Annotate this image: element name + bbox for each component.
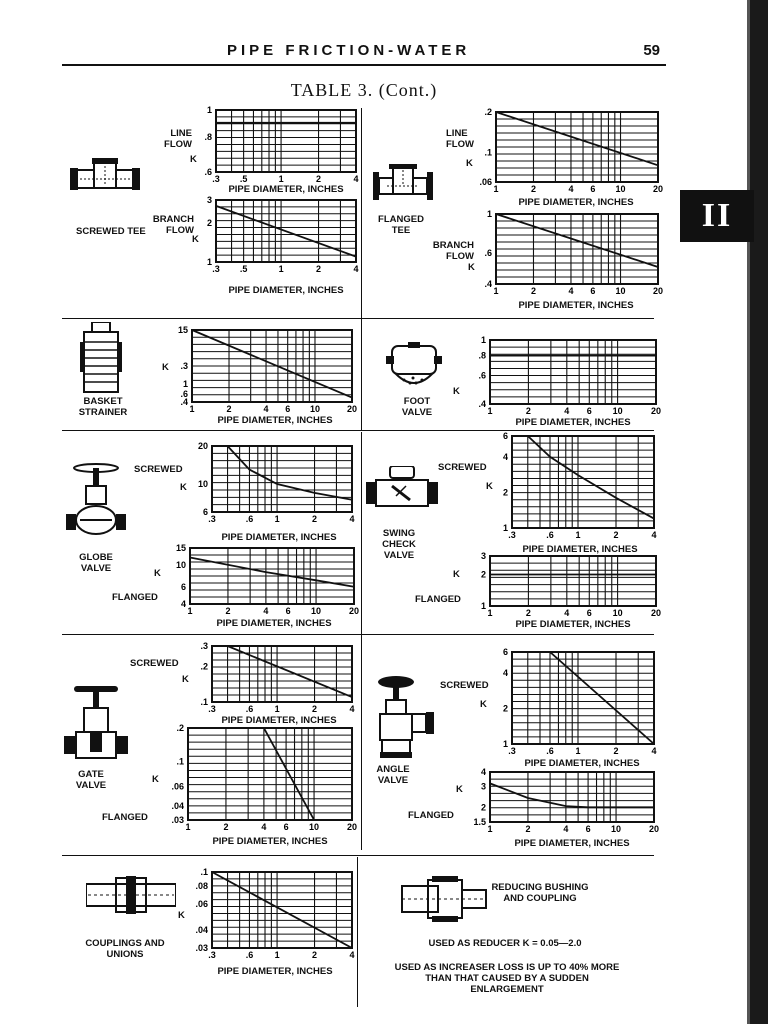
basket-strainer-icon xyxy=(80,322,122,394)
gate-valve-screwed-chart xyxy=(200,641,355,714)
table-title: TABLE 3. (Cont.) xyxy=(290,80,438,100)
x-tick-label: 2 xyxy=(530,184,536,194)
x-tick-label: .3 xyxy=(208,514,216,524)
y-tick-label: 1 xyxy=(486,209,492,219)
x-tick-label: 1 xyxy=(493,184,499,194)
reducing-bushing-icon xyxy=(398,876,490,922)
y-tick-label: .6 xyxy=(484,248,492,259)
x-tick-label: 10 xyxy=(615,286,626,296)
x-tick-label: 10 xyxy=(309,822,320,832)
x-tick-label: 1 xyxy=(575,530,581,540)
y-tick-label: .3 xyxy=(180,361,188,371)
screwed-tee-branch-flow-label: BRANCH FLOW xyxy=(152,214,194,236)
y-tick-label: .06 xyxy=(479,177,492,187)
x-tick-label: 1 xyxy=(274,704,280,714)
x-tick-label: .6 xyxy=(245,704,254,714)
chart-grid xyxy=(490,340,656,404)
x-axis-label: PIPE DIAMETER, INCHES xyxy=(221,532,337,543)
x-axis-label: PIPE DIAMETER, INCHES xyxy=(518,300,634,311)
y-tick-label: .03 xyxy=(195,943,208,953)
chart-grid xyxy=(212,446,352,512)
y-tick-label: .4 xyxy=(478,399,486,409)
k-label: K xyxy=(453,386,460,397)
swing-flanged-label: FLANGED xyxy=(415,594,461,605)
flanged-tee-branch-flow-label: BRANCH FLOW xyxy=(432,240,474,262)
k-label: K xyxy=(152,774,159,785)
chart-grid xyxy=(512,652,654,744)
y-tick-label: 1 xyxy=(502,523,508,533)
y-tick-label: .04 xyxy=(171,801,184,812)
x-tick-label: 1 xyxy=(487,608,493,618)
y-tick-label: 10 xyxy=(175,560,186,571)
y-tick-label: 3 xyxy=(480,781,486,792)
x-tick-label: 10 xyxy=(311,606,322,616)
page-binding-shadow xyxy=(747,0,750,1024)
y-tick-label: 2 xyxy=(480,802,486,813)
x-tick-label: 4 xyxy=(564,608,570,618)
screwed-tee-line-flow-label: LINE FLOW xyxy=(164,128,192,150)
x-tick-label: .6 xyxy=(245,514,254,524)
y-tick-label: 1.5 xyxy=(473,817,486,827)
series-line xyxy=(528,436,654,519)
angle-valve-label: ANGLE VALVE xyxy=(376,764,410,786)
y-tick-label: .8 xyxy=(204,132,212,143)
y-tick-label: .6 xyxy=(180,388,188,399)
x-tick-label: 6 xyxy=(590,184,596,194)
section-divider xyxy=(62,430,654,431)
y-tick-label: 3 xyxy=(206,195,212,205)
increaser-note: USED AS INCREASER LOSS IS UP TO 40% MORE THAN THAT CAUSED BY A SUDDEN ENLARGEMENT xyxy=(394,962,620,995)
x-tick-label: 2 xyxy=(316,174,322,184)
basket-strainer-label: BASKET STRAINER xyxy=(78,396,128,418)
chart-grid xyxy=(190,548,354,604)
y-tick-label: 6 xyxy=(180,581,186,592)
chart-grid xyxy=(496,112,658,182)
x-tick-label: 4 xyxy=(349,950,355,960)
x-tick-label: .5 xyxy=(239,264,248,274)
angle-flanged-label: FLANGED xyxy=(408,810,454,821)
x-tick-label: 1 xyxy=(278,174,284,184)
x-tick-label: 1 xyxy=(487,824,493,834)
x-tick-label: .6 xyxy=(245,950,254,960)
gate-valve-label: GATE VALVE xyxy=(75,769,107,791)
angle-valve-screwed-chart xyxy=(502,647,657,756)
y-tick-label: .2 xyxy=(200,661,208,672)
x-tick-label: 4 xyxy=(263,606,269,616)
y-tick-label: 4 xyxy=(502,667,508,678)
section-divider xyxy=(62,318,654,319)
x-axis-label: PIPE DIAMETER, INCHES xyxy=(522,544,638,555)
series-line xyxy=(490,783,654,807)
x-axis-label: PIPE DIAMETER, INCHES xyxy=(217,415,333,426)
k-label: K xyxy=(178,910,185,921)
y-tick-label: 2 xyxy=(502,487,508,498)
k-label: K xyxy=(154,568,161,579)
swing-check-valve-icon xyxy=(366,466,442,514)
y-tick-label: .06 xyxy=(195,899,208,910)
y-tick-label: 1 xyxy=(480,601,486,611)
x-tick-label: 4 xyxy=(353,174,359,184)
column-divider xyxy=(361,108,362,430)
k-label: K xyxy=(182,674,189,685)
x-tick-label: 2 xyxy=(525,824,531,834)
k-label: K xyxy=(453,569,460,580)
x-tick-label: 2 xyxy=(525,406,531,416)
x-tick-label: 2 xyxy=(312,514,318,524)
chart-frame xyxy=(216,110,356,172)
chart-grid xyxy=(216,110,356,172)
swing-check-valve-label: SWING CHECK VALVE xyxy=(382,528,416,561)
y-tick-label: 1 xyxy=(502,739,508,749)
globe-valve-flanged-chart xyxy=(175,543,360,616)
x-tick-label: 6 xyxy=(590,286,596,296)
column-divider xyxy=(361,432,362,850)
k-label: K xyxy=(486,481,493,492)
section-divider xyxy=(62,634,654,635)
series-line xyxy=(228,446,353,500)
x-tick-label: .6 xyxy=(546,746,554,756)
x-tick-label: .3 xyxy=(508,530,516,540)
y-tick-label: .8 xyxy=(478,350,486,361)
y-tick-label: 2 xyxy=(206,217,212,228)
x-tick-label: 1 xyxy=(189,404,195,414)
foot-valve-icon xyxy=(384,342,444,392)
basket-strainer-chart xyxy=(177,325,358,414)
x-tick-label: 20 xyxy=(346,404,358,414)
gate-flanged-label: FLANGED xyxy=(102,812,148,823)
reducing-bushing-label: REDUCING BUSHING AND COUPLING xyxy=(491,882,589,904)
chart-grid xyxy=(490,556,656,606)
x-tick-label: 4 xyxy=(651,530,657,540)
x-tick-label: 1 xyxy=(274,950,280,960)
x-tick-label: 1 xyxy=(187,606,193,616)
x-tick-label: 20 xyxy=(652,184,664,194)
x-tick-label: 2 xyxy=(613,746,619,756)
chart-grid xyxy=(212,646,352,702)
x-tick-label: 10 xyxy=(309,404,320,414)
x-tick-label: 4 xyxy=(353,264,359,274)
screwed-tee-branch-flow-chart xyxy=(206,195,359,274)
x-axis-label: PIPE DIAMETER, INCHES xyxy=(514,838,630,849)
gate-valve-icon xyxy=(64,686,128,766)
flanged-tee-icon xyxy=(373,164,433,208)
flanged-tee-branch-flow-chart xyxy=(484,209,664,296)
x-tick-label: 2 xyxy=(316,264,322,274)
x-tick-label: 2 xyxy=(225,606,231,616)
x-axis-label: PIPE DIAMETER, INCHES xyxy=(515,417,631,428)
swing-screwed-label: SCREWED xyxy=(438,462,487,473)
y-tick-label: .3 xyxy=(200,641,208,651)
couplings-chart xyxy=(195,867,355,960)
x-tick-label: 20 xyxy=(652,286,664,296)
x-tick-label: 2 xyxy=(312,950,318,960)
x-tick-label: 2 xyxy=(613,530,619,540)
k-label: K xyxy=(162,362,169,373)
chart-grid xyxy=(512,436,654,528)
y-tick-label: .2 xyxy=(484,107,492,117)
y-tick-label: 1 xyxy=(206,105,212,115)
x-tick-label: 1 xyxy=(185,822,191,832)
x-tick-label: .3 xyxy=(208,950,216,960)
flanged-tee-line-flow-label: LINE FLOW xyxy=(446,128,474,150)
y-tick-label: .1 xyxy=(200,697,208,707)
gate-screwed-label: SCREWED xyxy=(130,658,179,669)
x-tick-label: .3 xyxy=(212,264,220,274)
page-title: PIPE FRICTION-WATER xyxy=(227,42,471,59)
x-tick-label: 6 xyxy=(285,404,291,414)
x-axis-label: PIPE DIAMETER, INCHES xyxy=(228,184,344,195)
y-tick-label: 4 xyxy=(502,451,508,462)
x-tick-label: 10 xyxy=(611,824,622,834)
globe-screwed-label: SCREWED xyxy=(134,464,183,475)
foot-valve-label: FOOT VALVE xyxy=(401,396,433,418)
y-tick-label: .03 xyxy=(171,815,184,825)
column-divider xyxy=(357,857,358,1007)
x-tick-label: 6 xyxy=(585,824,591,834)
x-tick-label: 2 xyxy=(226,404,232,414)
y-tick-label: 3 xyxy=(480,551,486,561)
x-tick-label: 4 xyxy=(563,824,569,834)
page-binding-edge xyxy=(750,0,768,1024)
flanged-tee-line-flow-chart xyxy=(479,107,664,194)
y-tick-label: 4 xyxy=(180,599,186,609)
flanged-tee-label: FLANGED TEE xyxy=(378,214,424,236)
chart-grid xyxy=(188,728,352,820)
chart-grid xyxy=(496,214,658,284)
x-tick-label: 1 xyxy=(575,746,581,756)
reducer-note: USED AS REDUCER K = 0.05—2.0 xyxy=(428,938,582,949)
y-tick-label: .1 xyxy=(200,867,208,877)
y-tick-label: 6 xyxy=(202,507,208,517)
x-tick-label: 4 xyxy=(349,514,355,524)
k-label: K xyxy=(480,699,487,710)
x-tick-label: .3 xyxy=(208,704,216,714)
x-tick-label: .3 xyxy=(212,174,220,184)
x-tick-label: 6 xyxy=(586,608,592,618)
series-line xyxy=(212,872,352,948)
y-tick-label: .04 xyxy=(195,924,208,935)
x-tick-label: 10 xyxy=(615,184,626,194)
x-tick-label: 6 xyxy=(586,406,592,416)
x-tick-label: 1 xyxy=(274,514,280,524)
x-tick-label: 10 xyxy=(612,406,623,416)
x-tick-label: .6 xyxy=(546,530,554,540)
x-tick-label: 2 xyxy=(530,286,536,296)
k-label: K xyxy=(456,784,463,795)
x-tick-label: 1 xyxy=(493,286,499,296)
x-tick-label: 6 xyxy=(283,822,289,832)
globe-flanged-label: FLANGED xyxy=(112,592,158,603)
chart-frame xyxy=(490,340,656,404)
y-tick-label: .08 xyxy=(195,881,208,892)
gate-valve-flanged-chart xyxy=(171,723,358,832)
x-tick-label: 4 xyxy=(261,822,267,832)
y-tick-label: 20 xyxy=(197,441,208,451)
y-tick-label: 2 xyxy=(502,703,508,714)
x-tick-label: .5 xyxy=(239,174,248,184)
x-tick-label: 4 xyxy=(349,704,355,714)
globe-valve-screwed-chart xyxy=(197,441,355,524)
y-tick-label: .1 xyxy=(484,147,492,158)
y-tick-label: .06 xyxy=(171,781,184,792)
x-tick-label: 4 xyxy=(263,404,269,414)
y-tick-label: 15 xyxy=(175,543,186,553)
x-axis-label: PIPE DIAMETER, INCHES xyxy=(518,197,634,208)
x-axis-label: PIPE DIAMETER, INCHES xyxy=(216,618,332,629)
x-tick-label: 6 xyxy=(285,606,291,616)
foot-valve-chart xyxy=(478,335,662,416)
angle-screwed-label: SCREWED xyxy=(440,680,489,691)
series-line xyxy=(228,646,353,697)
y-tick-label: .4 xyxy=(180,397,188,407)
coupling-icon xyxy=(86,876,176,914)
x-axis-label: PIPE DIAMETER, INCHES xyxy=(221,715,337,726)
x-tick-label: 2 xyxy=(312,704,318,714)
x-tick-label: 4 xyxy=(651,746,657,756)
x-tick-label: 10 xyxy=(612,608,623,618)
swing-check-screwed-chart xyxy=(502,431,657,540)
page-number: 59 xyxy=(643,42,660,59)
x-tick-label: 2 xyxy=(525,608,531,618)
y-tick-label: 1 xyxy=(480,335,486,345)
x-axis-label: PIPE DIAMETER, INCHES xyxy=(515,619,631,630)
y-tick-label: 10 xyxy=(197,478,208,489)
globe-valve-label: GLOBE VALVE xyxy=(79,552,113,574)
x-tick-label: 20 xyxy=(650,608,662,618)
y-tick-label: .4 xyxy=(484,279,492,289)
x-axis-label: PIPE DIAMETER, INCHES xyxy=(217,966,333,977)
x-axis-label: PIPE DIAMETER, INCHES xyxy=(524,758,640,769)
x-tick-label: 4 xyxy=(564,406,570,416)
y-tick-label: 2 xyxy=(480,569,486,580)
page-header xyxy=(62,40,666,66)
x-tick-label: 20 xyxy=(346,822,358,832)
globe-valve-icon xyxy=(66,462,126,544)
section-tab: II xyxy=(680,190,754,242)
k-label: K xyxy=(180,482,187,493)
x-axis-label: PIPE DIAMETER, INCHES xyxy=(228,285,344,296)
x-tick-label: 2 xyxy=(223,822,229,832)
x-tick-label: 20 xyxy=(348,606,360,616)
series-line xyxy=(496,214,658,267)
series-line xyxy=(496,112,658,165)
chart-grid xyxy=(490,772,654,822)
y-tick-label: .1 xyxy=(176,756,184,767)
y-tick-label: .6 xyxy=(204,167,212,177)
x-tick-label: 20 xyxy=(650,406,662,416)
y-tick-label: 6 xyxy=(502,431,508,441)
y-tick-label: .2 xyxy=(176,723,184,733)
y-tick-label: 6 xyxy=(502,647,508,657)
x-tick-label: 4 xyxy=(568,286,574,296)
angle-valve-flanged-chart xyxy=(473,767,660,834)
screwed-tee-label: SCREWED TEE xyxy=(76,226,146,237)
y-tick-label: .6 xyxy=(478,370,486,381)
x-tick-label: .3 xyxy=(508,746,516,756)
couplings-label: COUPLINGS AND UNIONS xyxy=(85,938,165,960)
y-tick-label: 1 xyxy=(182,378,188,389)
angle-valve-icon xyxy=(372,676,434,758)
screwed-tee-icon xyxy=(70,158,140,200)
x-axis-label: PIPE DIAMETER, INCHES xyxy=(212,836,328,847)
x-tick-label: 1 xyxy=(278,264,284,274)
section-divider xyxy=(62,855,654,856)
x-tick-label: 1 xyxy=(487,406,493,416)
k-label: K xyxy=(468,262,475,273)
swing-check-flanged-chart xyxy=(480,551,662,618)
y-tick-label: 1 xyxy=(206,257,212,267)
y-tick-label: 15 xyxy=(177,325,188,335)
y-tick-label: 4 xyxy=(480,767,486,777)
k-label: K xyxy=(190,154,197,165)
screwed-tee-line-flow-chart xyxy=(204,105,359,184)
k-label: K xyxy=(192,234,199,245)
x-tick-label: 20 xyxy=(648,824,660,834)
x-tick-label: 4 xyxy=(568,184,574,194)
chart-frame xyxy=(212,446,352,512)
k-label: K xyxy=(466,158,473,169)
